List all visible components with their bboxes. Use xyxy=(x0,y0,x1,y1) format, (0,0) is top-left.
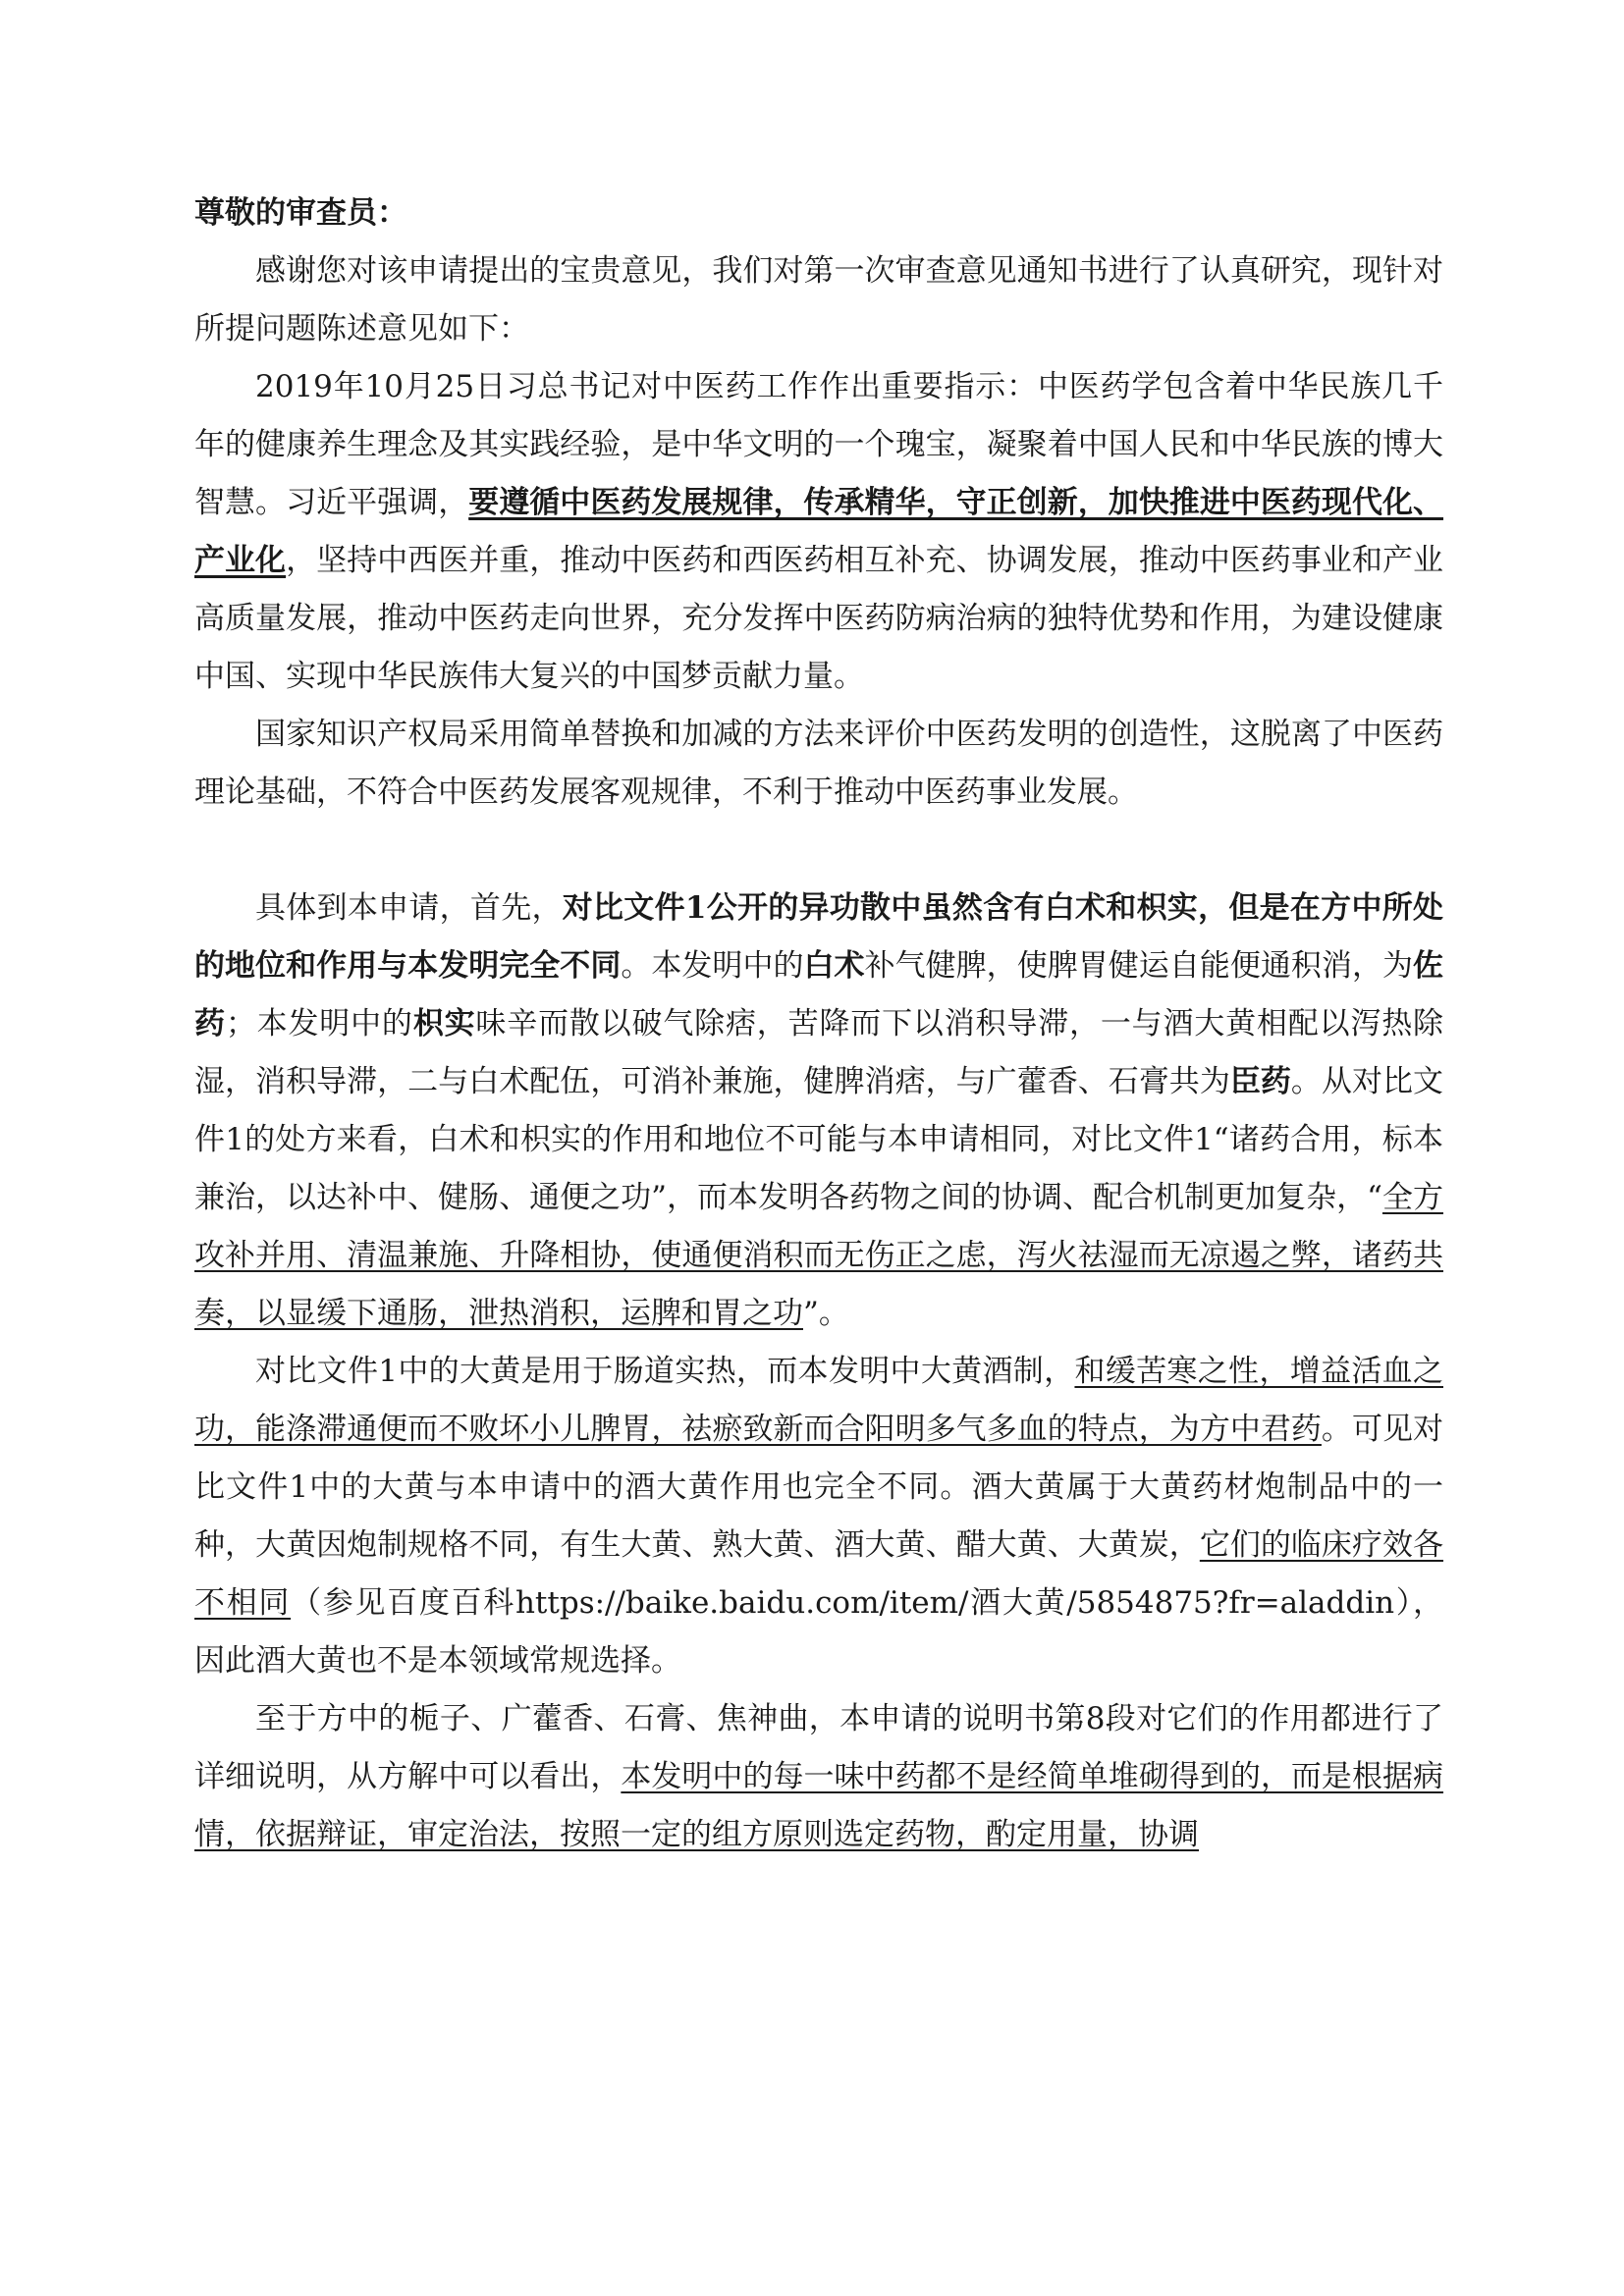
text-segment: 味辛而散以破气除痞，苦降而下以消积导滞，一与酒大黄相配以泻热除湿，消积导滞，二与白术配伍，可消补兼施，健脾消痞，与广藿香、石膏共为 xyxy=(194,1006,1444,1099)
paragraph-thanks: 感谢您对该申请提出的宝贵意见，我们对第一次审查意见通知书进行了认真研究，现针对所提问题陈述意见如下： xyxy=(194,253,1443,347)
text-segment: ”。 xyxy=(803,1296,849,1331)
document-body xyxy=(194,185,1443,1864)
underlined-segment: 和缓苦寒之性，增益活血之功，能涤滞通便而不败坏小儿脾胃，祛瘀致新而合阳明多气多血的特点，为方中君药 xyxy=(194,1354,1443,1447)
text-segment: 。本发明中的 xyxy=(621,948,804,984)
underlined-segment: 本发明中的每一味中药都不是经简单堆砌得到的，而是根据病情，依据辩证，审定治法，按照一定的组方原则选定药物，酌定用量，协调 xyxy=(194,1759,1444,1852)
bold-herb-zhishi: 枳实 xyxy=(412,1006,476,1041)
salutation: 尊敬的审查员： xyxy=(194,195,407,231)
underlined-quote: 全方攻补并用、清温兼施、升降相协，使通便消积而无伤正之虑，泻火祛湿而无凉遏之弊，诸药共奏，以显缓下通肠，泄热消积，运脾和胃之功 xyxy=(194,1180,1443,1331)
text-segment: 对比文件1中的大黄是用于肠道实热，而本发明中大黄酒制， xyxy=(255,1354,1075,1389)
directive-emphasis-bold: 要遵循中医药发展规律，传承精华，守正创新，加快推进中医药现代化、产业化 xyxy=(194,485,1444,578)
paragraph-dahuang xyxy=(194,1343,1443,1690)
text-segment: 补气健脾，使脾胃健运自能便通积消，为 xyxy=(864,948,1414,984)
bold-segment: 对比文件1公开的异功散中虽然含有白术和枳实，但是在方中所处的地位和作用与本发明完全不同 xyxy=(194,890,1443,984)
directive-text: 2019年10月25日习总书记对中医药工作作出重要指示：中医药学包含着中华民族几千年的健康养生理念及其实践经验，是中华文明的一个瑰宝，凝聚着中国人民和中华民族的博大智慧。习近平强调， xyxy=(194,369,1443,520)
text-segment: 具体到本申请，首先， xyxy=(255,890,563,926)
text-segment: ；本发明中的 xyxy=(225,1006,413,1041)
paragraph-other-herbs xyxy=(194,1690,1443,1864)
paragraph-comparison-1 xyxy=(194,880,1443,1343)
bold-herb-baizhu: 白术 xyxy=(803,948,865,984)
underlined-segment: 它们的临床疗效各不相同 xyxy=(194,1527,1444,1621)
bold-role-zuoyao: 佐药 xyxy=(194,948,1444,1041)
bold-role-chenyao: 臣药 xyxy=(1229,1064,1291,1099)
text-segment: 至于方中的栀子、广藿香、石膏、焦神曲，本申请的说明书第8段对它们的作用都进行了详细说明，从方解中可以看出， xyxy=(194,1701,1443,1794)
paragraph-cnipa: 国家知识产权局采用简单替换和加减的方法来评价中医药发明的创造性，这脱离了中医药理论基础，不符合中医药发展客观规律，不利于推动中医药事业发展。 xyxy=(194,717,1443,810)
paragraph-directive xyxy=(194,358,1443,706)
text-segment-with-url: （参见百度百科https://baike.baidu.com/item/酒大黄/5854875?fr=aladdin），因此酒大黄也不是本领域常规选择。 xyxy=(194,1585,1444,1679)
text-segment: 。可见对比文件1中的大黄与本申请中的酒大黄作用也完全不同。酒大黄属于大黄药材炮制品中的一种，大黄因炮制规格不同，有生大黄、熟大黄、酒大黄、醋大黄、大黄炭， xyxy=(194,1412,1443,1563)
directive-text-cont: ，坚持中西医并重，推动中医药和西医药相互补充、协调发展，推动中医药事业和产业高质量发展，推动中医药走向世界，充分发挥中医药防病治病的独特优势和作用，为建设健康中国、实现中华民族伟大复兴的中国梦贡献力量。 xyxy=(194,543,1443,694)
text-segment: 。从对比文件1的处方来看，白术和枳实的作用和地位不可能与本申请相同，对比文件1“诸药合用，标本兼治，以达补中、健肠、通便之功”，而本发明各药物之间的协调、配合机制更加复杂，“ xyxy=(194,1064,1444,1215)
